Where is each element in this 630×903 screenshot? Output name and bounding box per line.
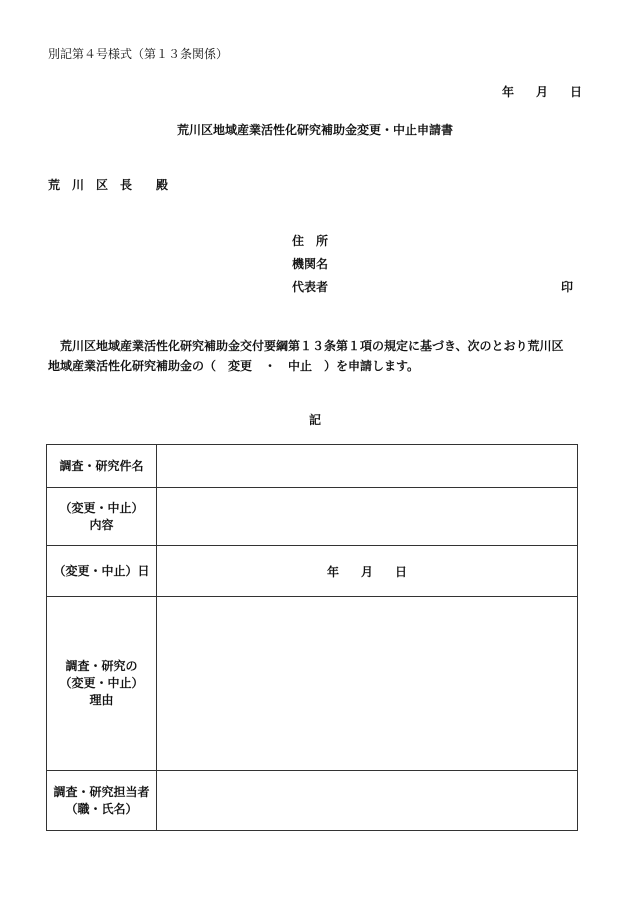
change-content-field[interactable] <box>157 488 578 546</box>
table-row <box>47 488 578 546</box>
form-number: 別記第４号様式（第１３条関係） <box>48 47 229 61</box>
person-in-charge-label-line1: 調査・研究担当者 <box>53 784 150 799</box>
change-date-year: 年 <box>326 564 339 579</box>
change-reason-label-line1: 調査・研究の <box>65 659 138 673</box>
change-content-label <box>47 488 157 546</box>
table-row <box>47 546 578 597</box>
table-row <box>47 597 578 771</box>
change-reason-field[interactable] <box>157 597 578 771</box>
addressee: 荒 川 区 長 殿 <box>48 178 169 192</box>
change-reason-label-line3: 理由 <box>89 693 114 707</box>
seal-mark: 印 <box>561 280 574 294</box>
table-row <box>47 445 578 488</box>
change-date-month: 月 <box>360 564 373 579</box>
date-year: 年 <box>501 85 514 99</box>
change-date-field[interactable] <box>157 546 578 597</box>
document-title: 荒川区地域産業活性化研究補助金変更・中止申請書 <box>176 123 453 137</box>
change-content-label-line1: （変更・中止） <box>59 500 144 515</box>
person-in-charge-field[interactable] <box>157 771 578 831</box>
applicant-rep-label: 代表者 <box>292 280 329 294</box>
date-day: 日 <box>569 85 582 99</box>
application-table <box>46 444 578 831</box>
research-title-label: 調査・研究件名 <box>47 445 157 488</box>
submission-date <box>502 83 582 100</box>
person-in-charge-label <box>47 771 157 831</box>
applicant-address-label: 住 所 <box>292 234 329 248</box>
change-content-label-line2: 内容 <box>89 517 114 532</box>
ki-heading: 記 <box>308 413 321 427</box>
change-date-day: 日 <box>395 564 408 579</box>
statement-line-1: 荒川区地域産業活性化研究補助金交付要綱第１３条第１項の規定に基づき、次のとおり荒川区 <box>48 339 564 353</box>
change-date-label: （変更・中止）日 <box>47 546 157 597</box>
date-month: 月 <box>535 85 548 99</box>
application-statement <box>48 336 588 376</box>
applicant-org-label: 機関名 <box>292 257 329 271</box>
person-in-charge-label-line2: （職・氏名） <box>65 801 138 816</box>
statement-line-2: 地域産業活性化研究補助金の（ 変更 ・ 中止 ）を申請します。 <box>48 359 420 373</box>
change-reason-label-line2: （変更・中止） <box>59 676 144 690</box>
research-title-field[interactable] <box>157 445 578 488</box>
table-row <box>47 771 578 831</box>
change-reason-label <box>47 597 157 771</box>
